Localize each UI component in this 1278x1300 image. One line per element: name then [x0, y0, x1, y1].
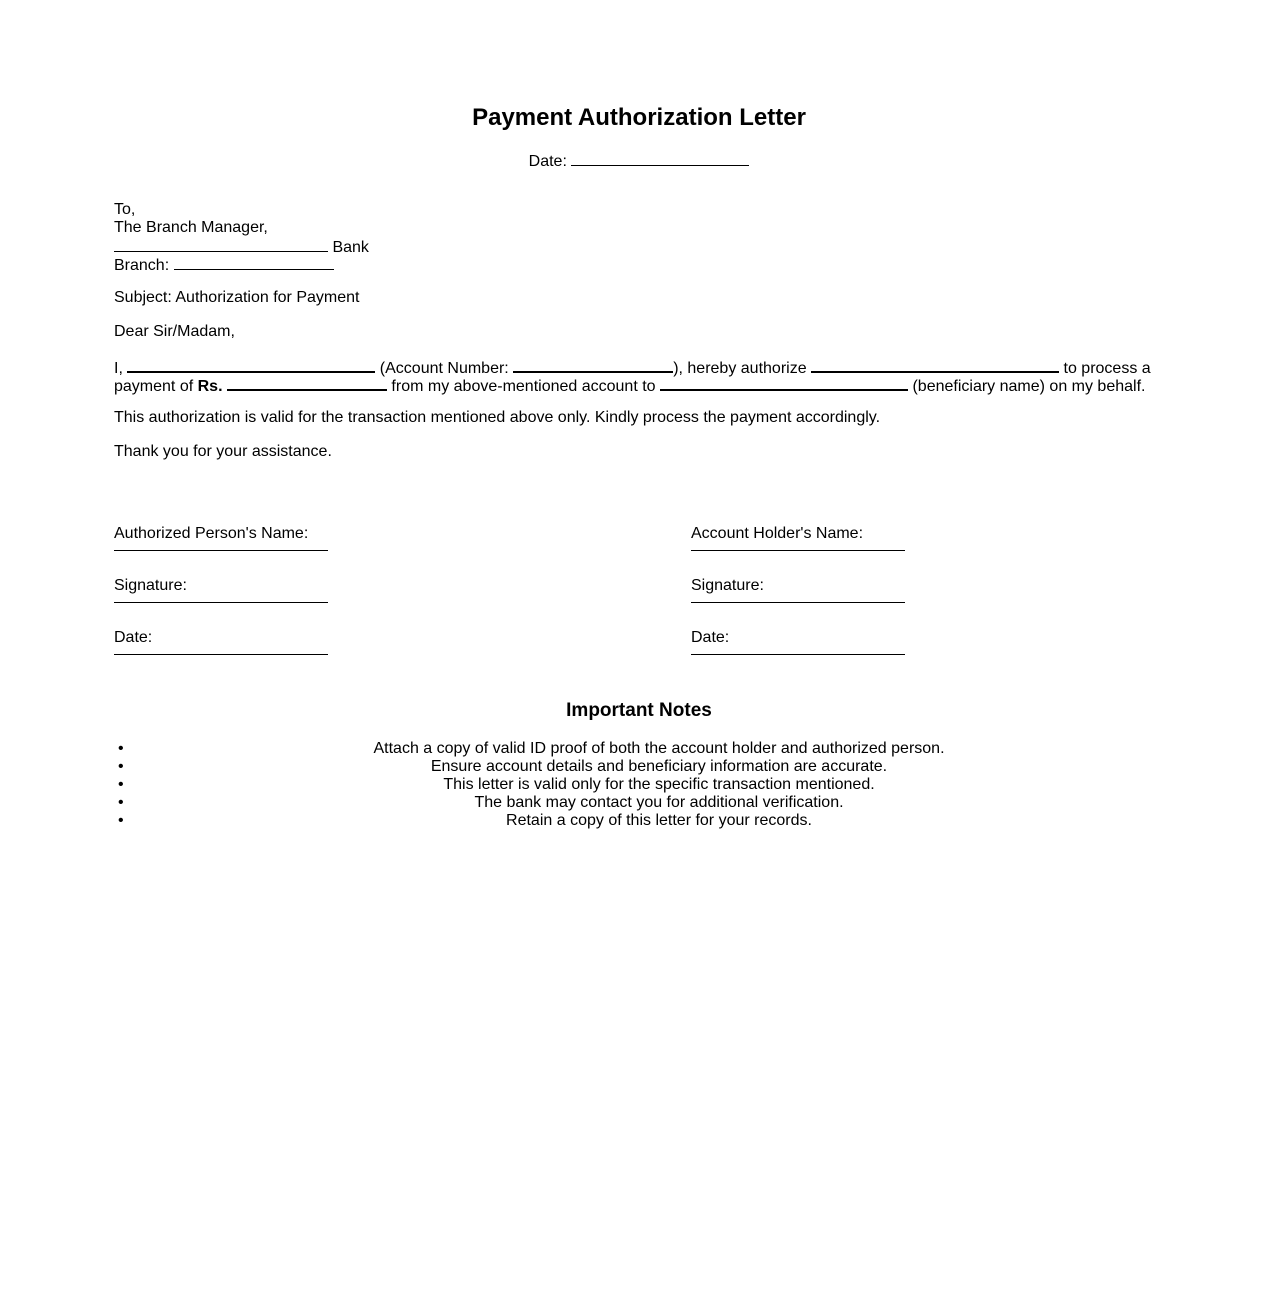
signature-column-authorized	[114, 525, 414, 681]
body-payment-of: payment of	[114, 378, 194, 395]
authorized-date-label: Date:	[114, 629, 153, 646]
list-item	[114, 776, 1184, 794]
holder-name-label: Account Holder's Name:	[691, 525, 864, 542]
note-text: This letter is valid only for the specific transaction mentioned.	[443, 776, 875, 793]
authorized-date-field	[114, 629, 414, 681]
body-to-process: to process a	[1063, 360, 1151, 377]
authorization-line-2	[114, 375, 1164, 393]
list-item	[114, 740, 1184, 758]
body-from-account: from my above-mentioned account to	[391, 378, 656, 395]
address-bank-line	[114, 237, 369, 255]
authorized-name-label: Authorized Person's Name:	[114, 525, 309, 542]
thanks-paragraph: Thank you for your assistance.	[114, 443, 332, 460]
authorized-person-blank[interactable]	[811, 357, 1059, 373]
authorized-signature-label: Signature:	[114, 577, 187, 594]
note-text: Retain a copy of this letter for your records.	[506, 812, 812, 829]
date-line	[114, 151, 1164, 171]
holder-date-field	[691, 629, 991, 681]
subject-line: Subject: Authorization for Payment	[114, 289, 360, 306]
letter-title: Payment Authorization Letter	[472, 104, 806, 131]
holder-signature-label: Signature:	[691, 577, 764, 594]
address-to: To,	[114, 201, 136, 218]
authorization-line-1	[114, 357, 1164, 375]
authorized-name-line[interactable]	[114, 550, 328, 551]
notes-title: Important Notes	[566, 700, 712, 721]
authorized-name-field	[114, 525, 414, 577]
address-recipient: The Branch Manager,	[114, 219, 268, 236]
bullet-icon: •	[118, 812, 124, 829]
list-item	[114, 758, 1184, 776]
bullet-icon: •	[118, 758, 124, 775]
note-text: The bank may contact you for additional verification.	[474, 794, 844, 811]
body-i: I,	[114, 360, 123, 377]
bank-suffix: Bank	[332, 239, 369, 256]
holder-signature-line[interactable]	[691, 602, 905, 603]
holder-name-line[interactable]	[691, 550, 905, 551]
beneficiary-blank[interactable]	[660, 375, 908, 391]
holder-date-label: Date:	[691, 629, 730, 646]
holder-signature-field	[691, 577, 991, 629]
bank-name-blank[interactable]	[114, 237, 328, 252]
date-label: Date:	[528, 153, 567, 170]
authorized-date-line[interactable]	[114, 654, 328, 655]
list-item	[114, 812, 1184, 830]
account-holder-blank[interactable]	[127, 357, 375, 373]
address-block	[114, 201, 369, 273]
account-number-blank[interactable]	[513, 357, 673, 373]
body-beneficiary: (beneficiary name) on my behalf.	[912, 378, 1146, 395]
signature-column-holder	[691, 525, 991, 681]
address-branch-line	[114, 255, 369, 273]
branch-label: Branch:	[114, 257, 170, 274]
validity-paragraph: This authorization is valid for the transaction mentioned above only. Kindly process the payment accordingly.	[114, 409, 881, 426]
note-text: Ensure account details and beneficiary information are accurate.	[430, 758, 888, 775]
notes-list	[114, 740, 1184, 830]
note-text: Attach a copy of valid ID proof of both the account holder and authorized person.	[373, 740, 945, 757]
bullet-icon: •	[118, 740, 124, 757]
branch-blank[interactable]	[174, 255, 334, 270]
authorization-paragraph	[114, 357, 1164, 393]
holder-name-field	[691, 525, 991, 577]
body-account-number-label: (Account Number:	[379, 360, 509, 377]
amount-blank[interactable]	[227, 375, 387, 391]
bullet-icon: •	[118, 776, 124, 793]
list-item	[114, 794, 1184, 812]
body-hereby-authorize: ), hereby authorize	[673, 360, 807, 377]
salutation: Dear Sir/Madam,	[114, 323, 235, 340]
date-blank[interactable]	[571, 151, 749, 166]
bullet-icon: •	[118, 794, 124, 811]
holder-date-line[interactable]	[691, 654, 905, 655]
authorized-signature-line[interactable]	[114, 602, 328, 603]
authorized-signature-field	[114, 577, 414, 629]
body-rs: Rs.	[197, 378, 223, 395]
